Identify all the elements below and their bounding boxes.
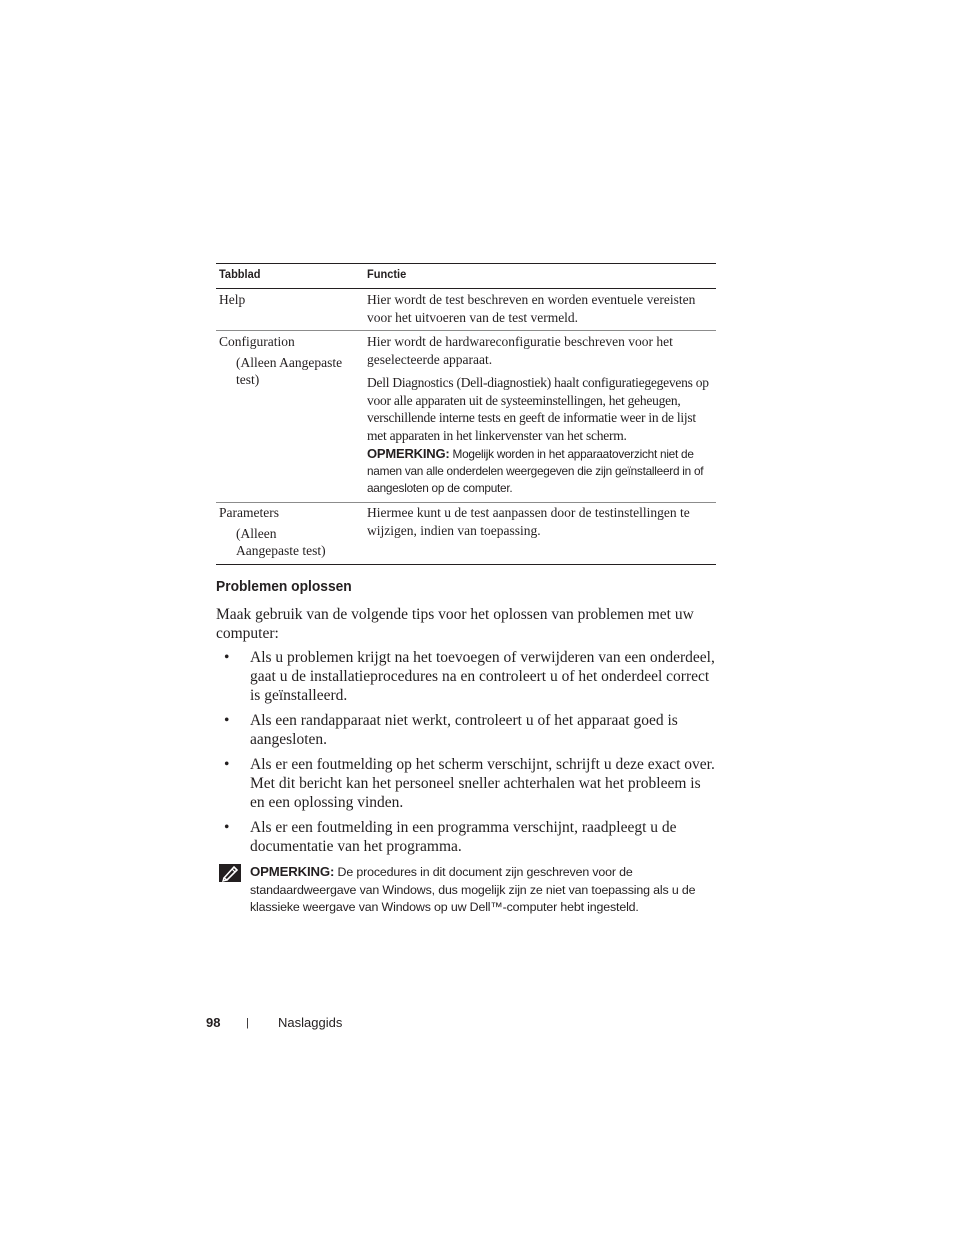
list-item: • Als u problemen krijgt na het toevoegen of verwijderen van een onderdeel, gaat u de installatieprocedures na en controleert u of het onderdeel correct is geïnstalleerd. [224, 649, 715, 704]
section-intro: Maak gebruik van de volgende tips voor het oplossen van problemen met uw computer: [216, 606, 694, 642]
tab-label: Parameters [219, 505, 279, 520]
footer-title: Naslaggids [278, 1015, 343, 1030]
row-divider [216, 330, 716, 331]
table-bottom-rule [216, 564, 716, 565]
table-top-rule [216, 263, 716, 264]
list-item: • Als een randapparaat niet werkt, controleert u of het apparaat goed is aangesloten. [224, 712, 678, 748]
table-header-rule [216, 288, 716, 289]
row-configuration-tab [219, 333, 359, 389]
list-item: • Als er een foutmelding op het scherm verschijnt, schrijft u deze exact over. Met dit bericht kan het personeel sneller achterhalen wat het probleem is en een oplossing vinden. [224, 756, 715, 811]
tab-sublabel: (Alleen Aangepaste test) [236, 354, 343, 387]
bullet-icon: • [224, 712, 230, 729]
list-item: • Als er een foutmelding in een programma verschijnt, raadpleegt u de documentatie van het programma. [224, 819, 677, 855]
section-heading: Problemen oplossen [216, 578, 352, 595]
row-divider [216, 502, 716, 503]
header-function: Functie [367, 267, 407, 281]
inline-note-text: Mogelijk worden in het apparaatoverzicht niet de namen van alle onderdelen weergegeven die zijn geïnstalleerd in of aangesloten op de computer. [367, 447, 704, 496]
inline-note-label: OPMERKING: [367, 446, 450, 461]
note-text [250, 863, 720, 917]
bullet-icon: • [224, 756, 230, 773]
bullet-icon: • [224, 819, 230, 836]
pencil-note-icon [219, 864, 241, 882]
desc-paragraph: Hier wordt de hardwareconfiguratie beschreven voor het geselecteerde apparaat. [367, 334, 673, 367]
bullet-icon: • [224, 649, 230, 666]
row-parameters-desc: Hiermee kunt u de test aanpassen door de testinstellingen te wijzigen, indien van toepassing. [367, 505, 690, 538]
tab-sublabel: (Alleen Aangepaste test) [236, 525, 326, 558]
page-number: 98 [206, 1015, 221, 1030]
header-tab: Tabblad [219, 267, 261, 281]
row-help-desc: Hier wordt de test beschreven en worden eventuele vereisten voor het uitvoeren van de test vermeld. [367, 292, 696, 325]
row-configuration-desc [367, 333, 715, 498]
note-body: De procedures in dit document zijn geschreven voor de standaardweergave van Windows, dus mogelijk zijn ze niet van toepassing als u de klassieke weergave van Windows op uw Dell™-computer hebt ingesteld. [250, 865, 696, 915]
row-parameters-tab [219, 504, 359, 560]
tab-label: Configuration [219, 334, 295, 349]
row-help-tab: Help [219, 292, 246, 307]
desc-paragraph: Dell Diagnostics (Dell-diagnostiek) haalt configuratiegegevens op voor alle apparaten uit de systeeminstellingen, het geheugen, verschillende interne tests en geeft de informatie weer in de lijst met apparaten in het linkervenster van het scherm. [367, 375, 709, 443]
tips-list [216, 648, 716, 862]
inline-note [367, 445, 715, 498]
note-label: OPMERKING: [250, 864, 335, 879]
footer-separator: | [246, 1017, 249, 1029]
